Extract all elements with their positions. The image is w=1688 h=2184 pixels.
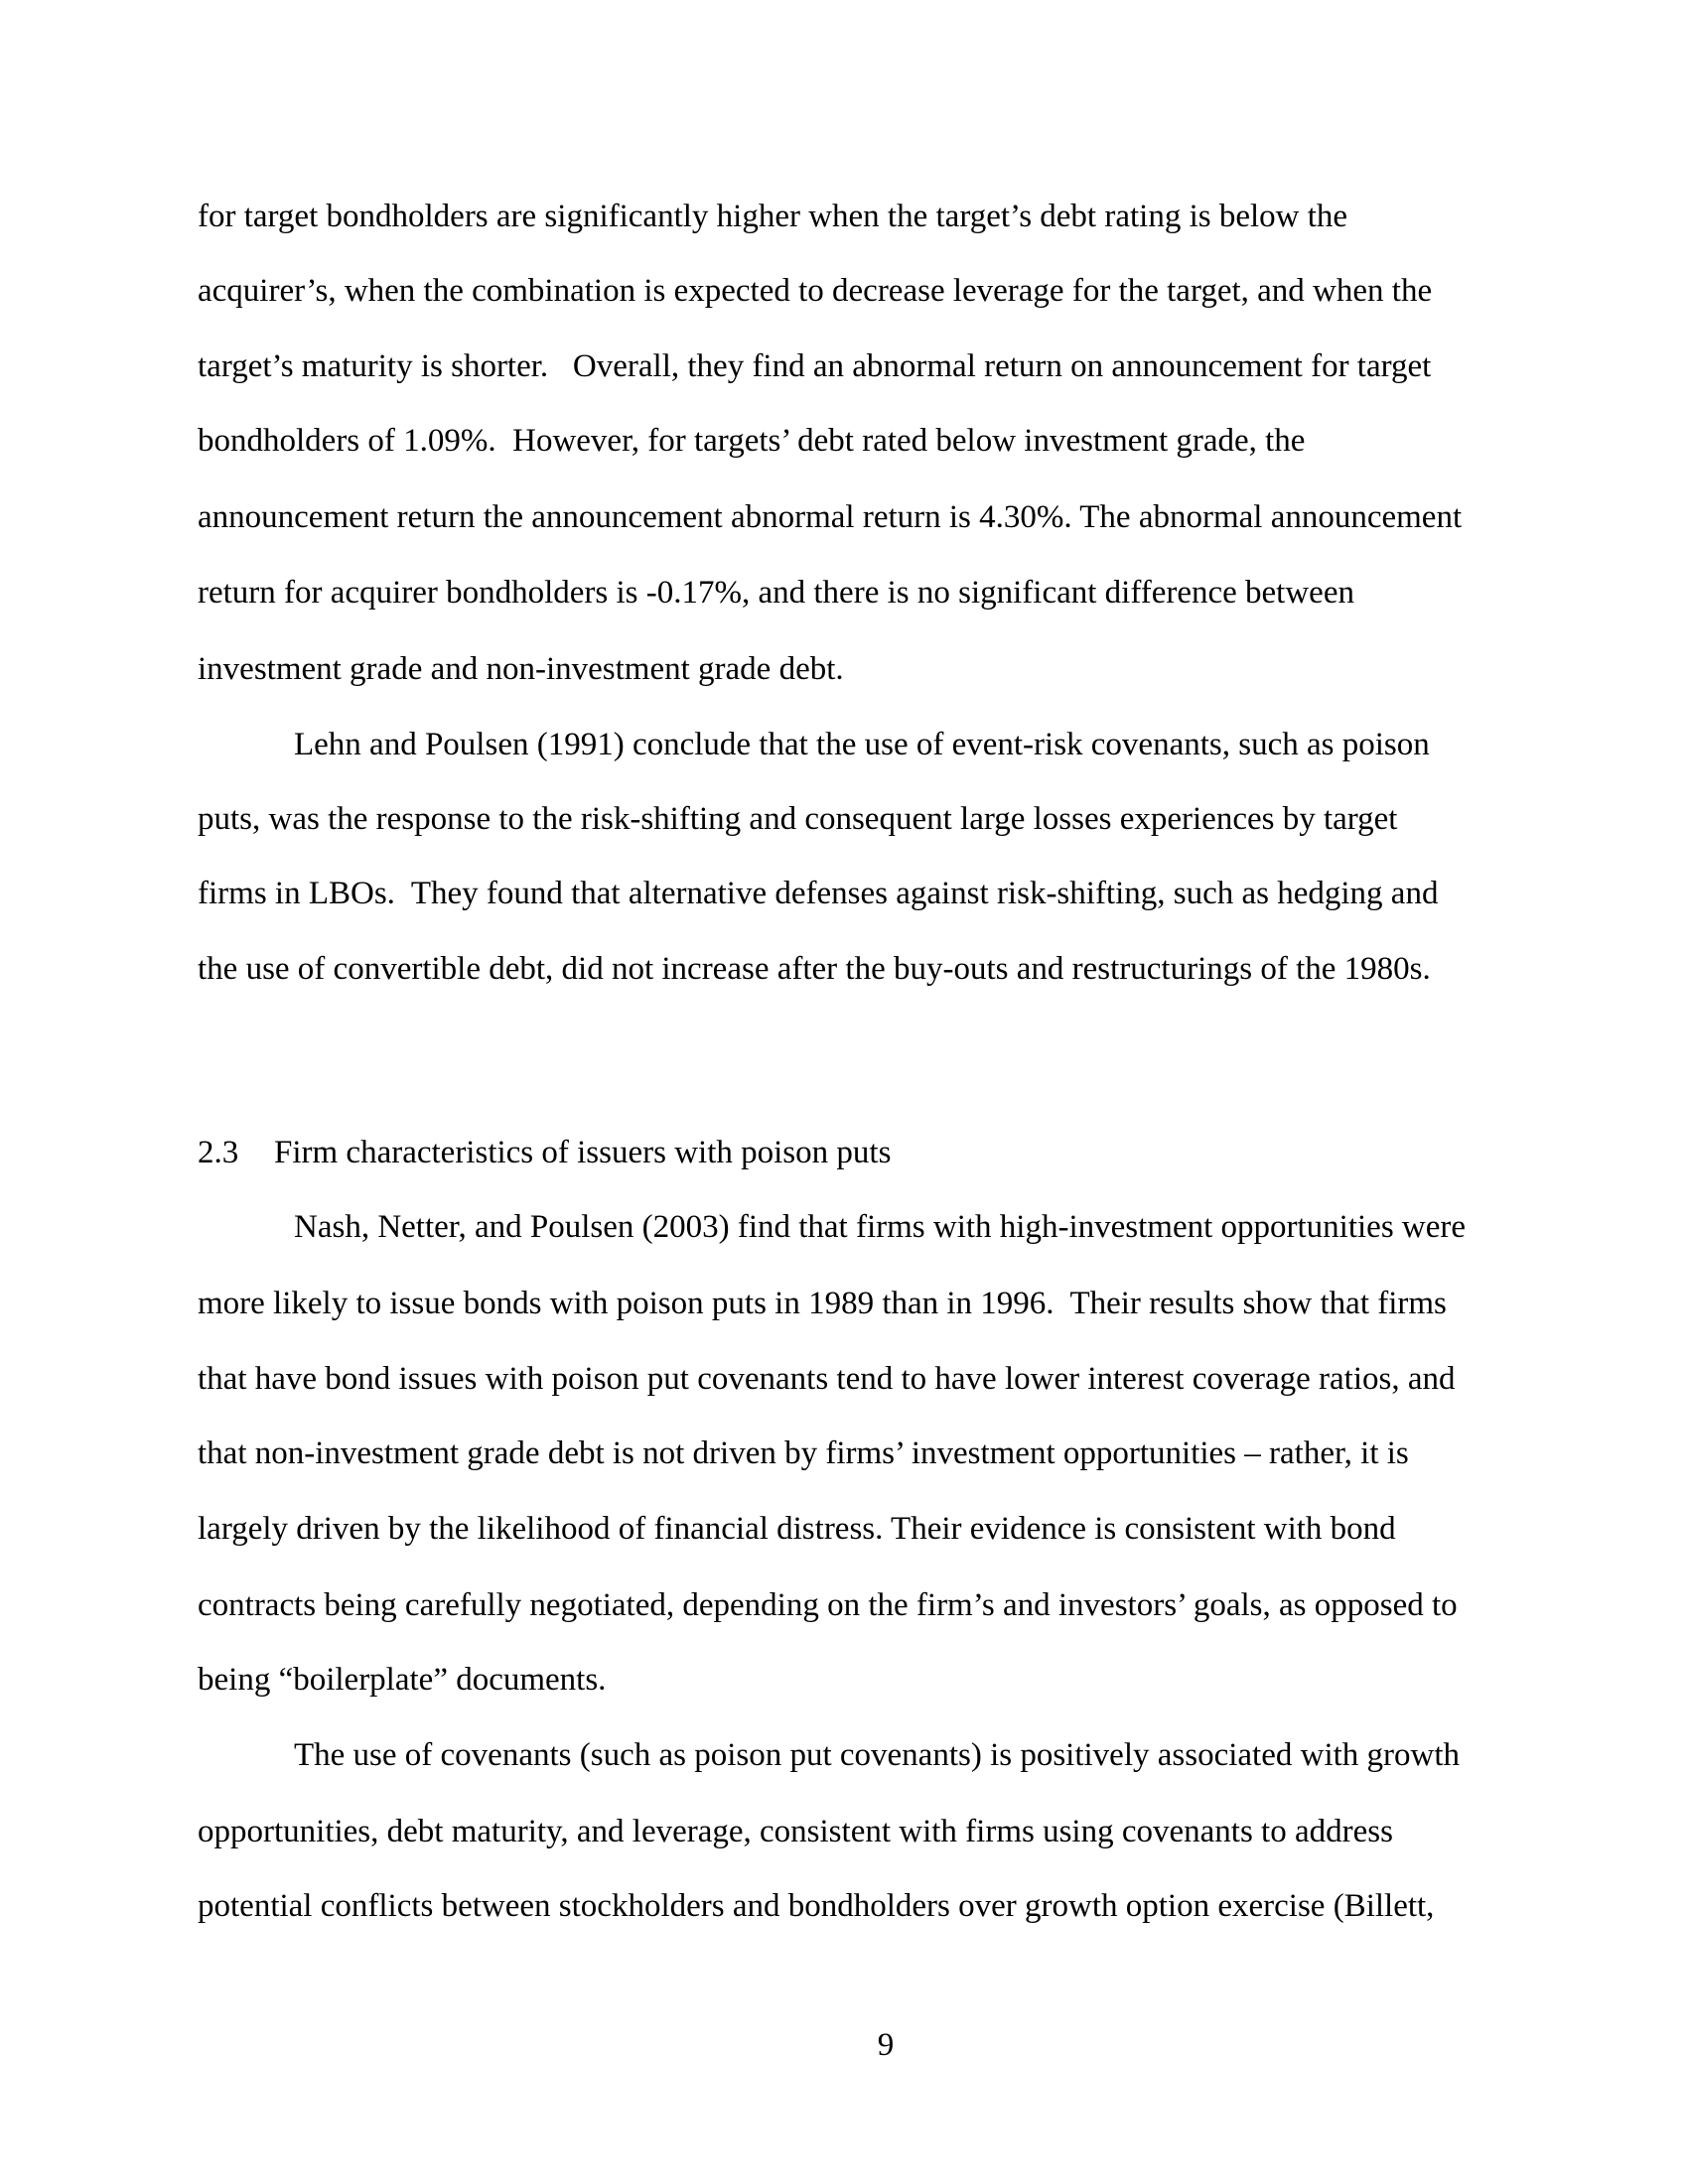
text-line: largely driven by the likelihood of financial distress. Their evidence is consistent with bond bbox=[198, 1511, 1396, 1547]
page-number: 9 bbox=[877, 2027, 895, 2063]
text-line: potential conflicts between stockholders and bondholders over growth option exercise (Billett, bbox=[198, 1888, 1435, 1924]
text-line: target’s maturity is shorter. Overall, they find an abnormal return on announcement for target bbox=[198, 348, 1432, 384]
text-line: return for acquirer bondholders is -0.17%, and there is no significant difference between bbox=[198, 575, 1354, 611]
text-line: for target bondholders are significantly higher when the target’s debt rating is below the bbox=[198, 199, 1348, 234]
text-line: The use of covenants (such as poison put covenants) is positively associated with growth bbox=[294, 1737, 1461, 1773]
text-line: puts, was the response to the risk-shifting and consequent large losses experiences by target bbox=[198, 801, 1398, 837]
text-line: being “boilerplate” documents. bbox=[198, 1662, 607, 1698]
text-line: Lehn and Poulsen (1991) conclude that the use of event-risk covenants, such as poison bbox=[294, 727, 1430, 762]
text-line: that have bond issues with poison put covenants tend to have lower interest coverage ratios, and bbox=[198, 1361, 1456, 1397]
section-title: Firm characteristics of issuers with poison puts bbox=[274, 1135, 892, 1170]
text-line: investment grade and non-investment grade debt. bbox=[198, 651, 844, 687]
text-line: Nash, Netter, and Poulsen (2003) find that firms with high-investment opportunities were bbox=[294, 1209, 1467, 1245]
text-line: announcement return the announcement abnormal return is 4.30%. The abnormal announcement bbox=[198, 499, 1463, 535]
text-line: contracts being carefully negotiated, depending on the firm’s and investors’ goals, as opposed to bbox=[198, 1587, 1458, 1623]
text-line: opportunities, debt maturity, and leverage, consistent with firms using covenants to address bbox=[198, 1814, 1393, 1849]
text-line: firms in LBOs. They found that alternative defenses against risk-shifting, such as hedging and bbox=[198, 876, 1439, 911]
text-line: acquirer’s, when the combination is expected to decrease leverage for the target, and when the bbox=[198, 273, 1433, 309]
text-line: that non-investment grade debt is not driven by firms’ investment opportunities – rather, it is bbox=[198, 1435, 1409, 1471]
section-number: 2.3 bbox=[198, 1135, 239, 1170]
text-line: more likely to issue bonds with poison puts in 1989 than in 1996. Their results show that firms bbox=[198, 1286, 1447, 1321]
text-line: the use of convertible debt, did not increase after the buy-outs and restructurings of the 1980s. bbox=[198, 951, 1431, 987]
text-line: bondholders of 1.09%. However, for targets’ debt rated below investment grade, the bbox=[198, 423, 1306, 459]
